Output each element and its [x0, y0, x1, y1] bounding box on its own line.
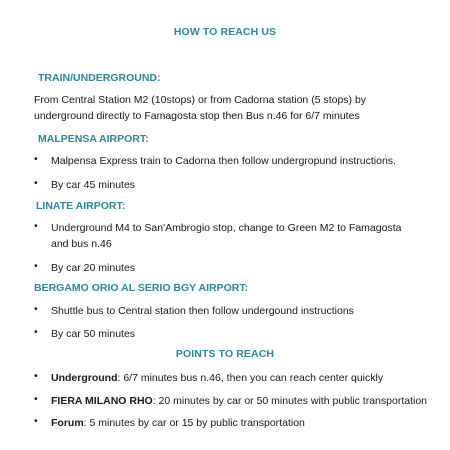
point-item — [51, 415, 441, 431]
bullet-marker: • — [34, 220, 38, 232]
bullet-marker: • — [34, 326, 38, 338]
bullet-marker: • — [34, 393, 38, 405]
section-heading-linate: LINATE AIRPORT: — [36, 200, 126, 212]
bullet-marker: • — [34, 177, 38, 189]
bergamo-item: Shuttle bus to Central station then follow undergound instructions — [51, 305, 354, 317]
page-title: HOW TO REACH US — [173, 26, 277, 38]
points-heading: POINTS TO REACH — [175, 348, 275, 360]
point-item — [51, 393, 446, 409]
point-label: Underground — [51, 372, 118, 384]
point-detail: : 5 minutes by car or 15 by public transportation — [83, 417, 305, 429]
section-heading-train: TRAIN/UNDERGROUND: — [38, 72, 161, 84]
malpensa-item: By car 45 minutes — [51, 179, 136, 191]
bullet-marker: • — [34, 303, 38, 315]
section-heading-malpensa: MALPENSA AIRPORT: — [38, 133, 149, 145]
bullet-marker: • — [34, 260, 38, 272]
linate-item: Underground M4 to San'Ambrogio stop, change to Green M2 to Famagosta and bus n.46 — [51, 222, 402, 250]
malpensa-item: Malpensa Express train to Cadorna then follow undergropund instructions. — [51, 155, 396, 167]
bullet-marker: • — [34, 370, 38, 382]
train-paragraph: From Central Station M2 (10stops) or from Cadorna station (5 stops) by underground directly to Famagosta stop then Bus n.46 for 6/7 minutes — [34, 94, 367, 122]
bullet-marker: • — [34, 415, 38, 427]
bullet-marker: • — [34, 153, 38, 165]
section-heading-bergamo: BERGAMO ORIO AL SERIO BGY AIRPORT: — [34, 282, 249, 294]
bergamo-item: By car 50 minutes — [51, 328, 136, 340]
point-label: FIERA MILANO RHO — [51, 395, 153, 407]
point-detail: : 20 minutes by car or 50 minutes with public transportation — [152, 395, 428, 407]
point-detail: : 6/7 minutes bus n.46, then you can reach center quickly — [117, 372, 384, 384]
point-label: Forum — [51, 417, 84, 429]
point-item — [51, 370, 441, 386]
linate-item: By car 20 minutes — [51, 262, 136, 274]
